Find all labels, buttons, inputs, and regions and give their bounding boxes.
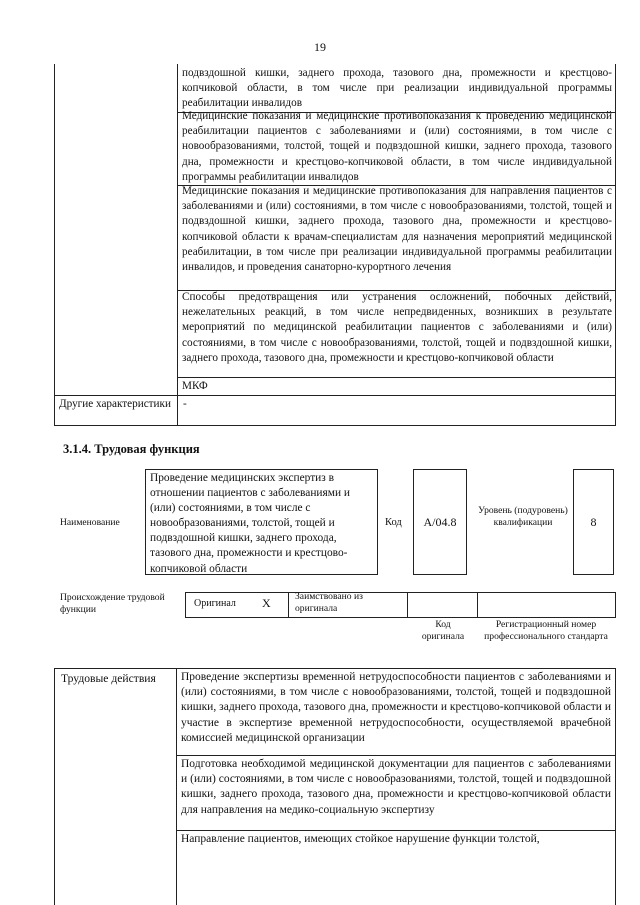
labor-action-row: Направление пациентов, имеющих стойкое нарушение функции толстой,	[181, 833, 540, 845]
page-number: 19	[314, 40, 326, 54]
knowledge-row: подвздошной кишки, заднего прохода, тазового дна, промежности и крестцово-копчиковой области, в том числе при реализации индивидуальной программы реабилитации инвалидов	[182, 67, 612, 110]
knowledge-row: МКФ	[182, 380, 208, 392]
original-mark: X	[262, 596, 271, 610]
origin-label: Происхождение трудовой функции	[60, 592, 165, 615]
code-original-label: Код оригинала	[421, 619, 465, 642]
borrowed-label: Заимствовано из оригинала	[295, 591, 363, 614]
reg-number-label: Регистрационный номер профессионального стандарта	[484, 619, 608, 642]
knowledge-row: Способы предотвращения или устранения осложнений, побочных действий, нежелательных реакций, в том числе непредвиденных, возникших в результате мероприятий по медицинской реабилитации пациентов с заболеваниями и (или) состояниями, в том числе с новообразованиями, толстой, тощей и подвздошной кишки, заднего прохода, тазового дна, промежности и крестцово-копчиковой области	[182, 291, 612, 364]
code-label: Код	[385, 517, 402, 528]
name-label: Наименование	[60, 517, 120, 528]
qualification-level-label: Уровень (подуровень) квалификации	[478, 505, 568, 528]
original-label: Оригинал	[194, 598, 236, 609]
other-characteristics-label: Другие характеристики	[59, 398, 171, 410]
labor-action-row: Подготовка необходимой медицинской документации для пациентов с заболеваниями и (или) состояниями, в том числе с новообразованиями, толстой, тощей и подвздошной кишки, заднего прохода, тазового дна, промежности и крестцово-копчиковой области для направления на медико-социальную экспертизу	[181, 758, 611, 816]
labor-action-row: Проведение экспертизы временной нетрудоспособности пациентов с заболеваниями и (или) состояниями, в том числе с новообразованиями, толстой, тощей и подвздошной кишки, заднего прохода, тазового дна, промежности и крестцово-копчиковой области и участие в экспертизе временной нетрудоспособности, осуществляемой врачебной комиссией медицинской организации	[181, 671, 611, 744]
knowledge-row: Медицинские показания и медицинские противопоказания для направления пациентов с заболеваниями и (или) состояниями, в том числе с новообразованиями, толстой, тощей и подвздошной кишки, заднего прохода, тазового дна, промежности и крестцово-копчиковой области к врачам-специалистам для назначения мероприятий медицинской реабилитации, в том числе при реализации индивидуальной программы реабилитации инвалидов, и проведения санаторно-курортного лечения	[182, 185, 612, 274]
function-name-text: Проведение медицинских экспертиз в отношении пациентов с заболеваниями и (или) состояниями, в том числе с новообразованиями, толстой, тощей и подвздошной кишки, заднего прохода, тазового дна, промежности и крестцово-копчиковой области	[150, 472, 351, 575]
labor-actions-label: Трудовые действия	[61, 672, 156, 685]
knowledge-row: Медицинские показания и медицинские противопоказания к проведению медицинской реабилитации пациентов с заболеваниями и (или) состояниями, в том числе с новообразованиями, толстой, тощей и подвздошной кишки, заднего прохода, тазового дна, промежности и крестцово-копчиковой области, в том числе индивидуальной программы реабилитации инвалидов	[182, 110, 612, 183]
code-value: A/04.8	[423, 515, 457, 529]
section-heading: 3.1.4. Трудовая функция	[63, 442, 200, 456]
other-characteristics-value: -	[183, 398, 187, 410]
level-value: 8	[590, 515, 597, 529]
